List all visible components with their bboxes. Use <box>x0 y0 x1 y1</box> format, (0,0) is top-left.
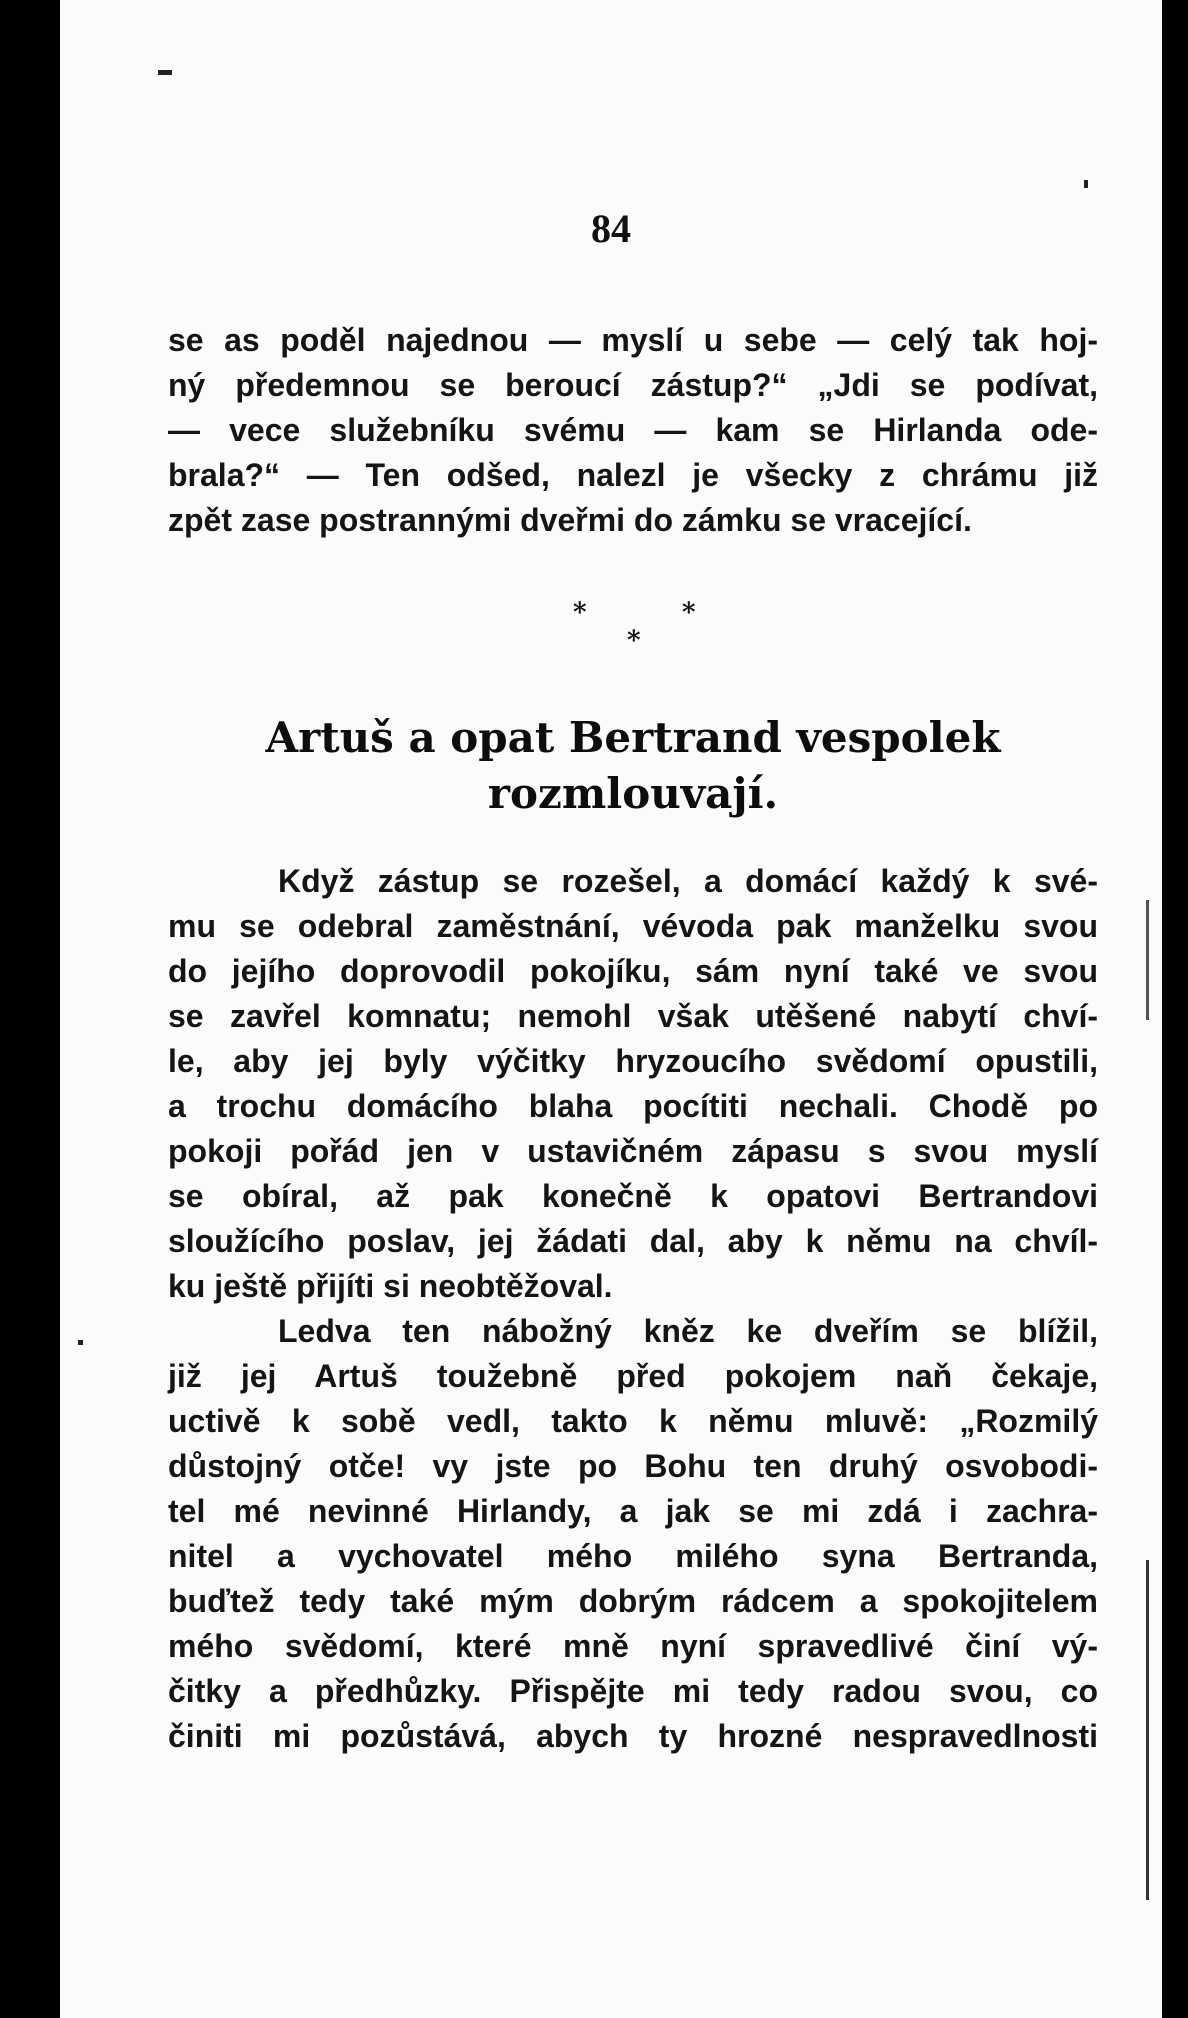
text-line: le, aby jej byly výčitky hryzoucího svědomí opustili, <box>168 1043 1098 1079</box>
text-line: uctivě k sobě vedl, takto k němu mluvě: „Rozmilý <box>168 1403 1098 1439</box>
section-heading <box>168 710 1098 822</box>
asterisk: * <box>682 598 696 628</box>
book-page <box>60 0 1162 2018</box>
text-line: ný předemnou se beroucí zástup?“ „Jdi se podívat, <box>168 367 1098 403</box>
asterisk: * <box>627 626 641 656</box>
text-line: důstojný otče! vy jste po Bohu ten druhý osvobodi- <box>168 1448 1098 1484</box>
print-speck <box>78 1340 83 1345</box>
section-separator <box>60 598 1162 658</box>
text-line: sloužícího poslav, jej žádati dal, aby k němu na chvíl- <box>168 1223 1098 1259</box>
text-line: — vece služebníku svému — kam se Hirlanda ode- <box>168 412 1098 448</box>
text-line: brala?“ — Ten odšed, nalezl je všecky z chrámu již <box>168 457 1098 493</box>
text-line: Když zástup se rozešel, a domácí každý k své- <box>278 863 1098 899</box>
heading-line: rozmlouvají. <box>487 769 779 818</box>
text-line: nitel a vychovatel mého milého syna Bertranda, <box>168 1538 1098 1574</box>
text-line: Ledva ten nábožný kněz ke dveřím se blížil, <box>278 1313 1098 1349</box>
text-line: činiti mi pozůstává, abych ty hrozné nespravedlnosti <box>168 1718 1098 1754</box>
text-line: mu se odebral zaměstnání, vévoda pak manželku svou <box>168 908 1098 944</box>
page-edge-shadow <box>1146 900 1149 1020</box>
heading-line: Artuš a opat Bertrand vespolek <box>265 713 1001 762</box>
text-line: se obíral, až pak konečně k opatovi Bertrandovi <box>168 1178 1098 1214</box>
top-paragraph <box>168 318 1098 543</box>
text-line: tel mé nevinné Hirlandy, a jak se mi zdá i zachra- <box>168 1493 1098 1529</box>
text-line: se zavřel komnatu; nemohl však utěšené nabytí chví- <box>168 998 1098 1034</box>
page-edge-shadow <box>1146 1560 1149 1900</box>
text-line: již jej Artuš toužebně před pokojem naň čekaje, <box>168 1358 1098 1394</box>
asterisk: * <box>573 598 587 628</box>
page-number: 84 <box>591 206 631 251</box>
text-line: se as poděl najednou — myslí u sebe — celý tak hoj- <box>168 322 1098 358</box>
print-speck <box>1084 180 1088 188</box>
text-line: mého svědomí, které mně nyní spravedlivé činí vý- <box>168 1628 1098 1664</box>
text-line: do jejího doprovodil pokojíku, sám nyní také ve svou <box>168 953 1098 989</box>
text-line: čitky a předhůzky. Přispějte mi tedy radou svou, co <box>168 1673 1098 1709</box>
print-speck <box>158 70 172 75</box>
text-line: ku ještě přijíti si neobtěžoval. <box>168 1268 613 1304</box>
text-line: buďtež tedy také mým dobrým rádcem a spokojitelem <box>168 1583 1098 1619</box>
text-line: pokoji pořád jen v ustavičném zápasu s svou myslí <box>168 1133 1098 1169</box>
text-line: zpět zase postrannými dveřmi do zámku se vracející. <box>168 502 972 538</box>
body-text <box>168 859 1098 1759</box>
text-line: a trochu domácího blaha pocítiti nechali. Chodě po <box>168 1088 1098 1124</box>
